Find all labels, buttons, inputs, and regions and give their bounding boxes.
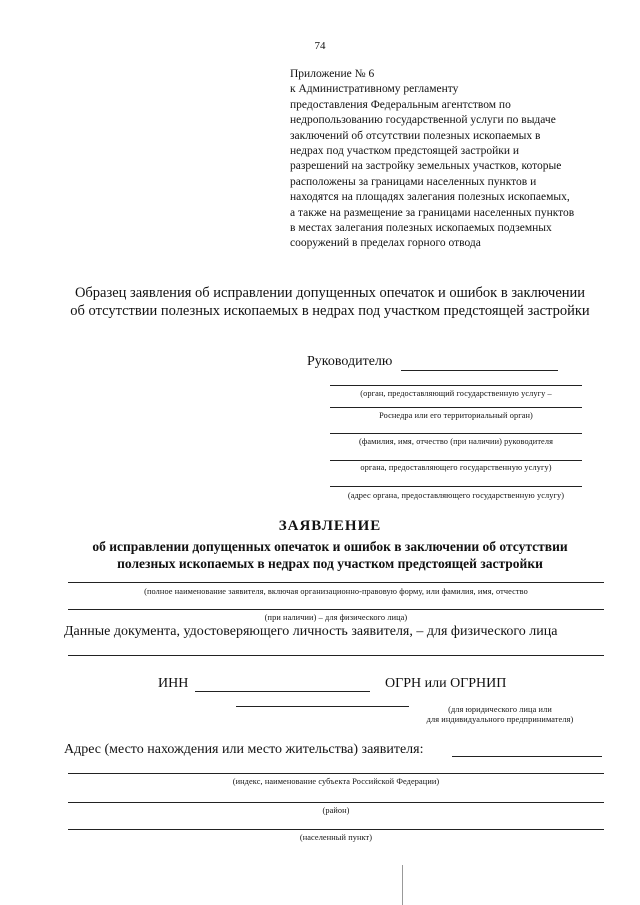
inn-field[interactable] [195, 691, 370, 692]
addressee-field-line[interactable] [330, 407, 582, 408]
statement-subheading [30, 538, 630, 572]
ogrn-label: ОГРН или ОГРНИП [385, 676, 507, 691]
addressee-caption: (орган, предоставляющий государственную услугу – [360, 389, 552, 398]
applicant-name-caption-2: (при наличии) – для физического лица) [264, 613, 408, 622]
appendix-line: к Административному регламенту [290, 83, 459, 96]
appendix-line: недропользованию государственной услуги по выдаче [290, 114, 556, 127]
address-locality-field[interactable] [68, 829, 604, 830]
applicant-name-field-2[interactable] [68, 609, 604, 610]
ogrn-field[interactable] [236, 706, 409, 707]
statement-subheading-line: об исправлении допущенных опечаток и ошибок в заключении об отсутствии [92, 539, 568, 554]
address-region-field[interactable] [68, 773, 604, 774]
addressee-label: Руководителю [307, 354, 393, 369]
appendix-line: разрешений на застройку земельных участков, которые [290, 160, 562, 173]
addressee-field-line[interactable] [330, 433, 582, 434]
addressee-field-line[interactable] [330, 486, 582, 487]
statement-subheading-line: полезных ископаемых в недрах под участком предстоящей застройки [117, 556, 543, 571]
scan-margin-line [402, 865, 403, 905]
appendix-line: предоставления Федеральным агентством по [290, 98, 511, 111]
applicant-name-field[interactable] [68, 582, 604, 583]
addressee-field-line[interactable] [330, 385, 582, 386]
addressee-caption: (адрес органа, предоставляющего государственную услугу) [347, 491, 565, 500]
appendix-line: Приложение № 6 [290, 68, 375, 80]
statement-heading: ЗАЯВЛЕНИЕ [278, 518, 382, 534]
address-locality-caption: (населенный пункт) [299, 833, 373, 842]
appendix-line: сооружений в пределах горного отвода [290, 237, 481, 250]
ogrn-caption: (для юридического лица или [448, 705, 552, 714]
appendix-line: а также на размещение за границами населенных пунктов [290, 206, 575, 219]
addressee-name-field[interactable] [401, 370, 558, 371]
addressee-field-line[interactable] [330, 460, 582, 461]
appendix-line: в местах залегания полезных ископаемых подземных [290, 222, 552, 235]
appendix-line: расположены за границами населенных пунктов и [290, 175, 537, 188]
page-number: 74 [314, 40, 326, 52]
id-document-label: Данные документа, удостоверяющего личность заявителя, – для физического лица [64, 624, 558, 639]
addressee-caption: органа, предоставляющего государственную услугу) [360, 463, 552, 472]
appendix-line: недрах под участком предстоящей застройки и [290, 145, 520, 158]
appendix-line: находятся на площадях залегания полезных ископаемых, [290, 191, 570, 204]
ogrn-caption: для индивидуального предпринимателя) [426, 715, 574, 724]
addressee-caption: (фамилия, имя, отчество (при наличии) руководителя [358, 437, 553, 446]
appendix-header [290, 67, 620, 252]
sample-title [30, 284, 630, 320]
id-document-field[interactable] [68, 655, 604, 656]
sample-title-line: об отсутствии полезных ископаемых в недрах под участком предстоящей застройки [70, 303, 590, 319]
address-field[interactable] [452, 756, 602, 757]
applicant-name-caption: (полное наименование заявителя, включая организационно-правовую форму, или фамилия, имя, отчество [144, 587, 528, 596]
address-district-field[interactable] [68, 802, 604, 803]
address-region-caption: (индекс, наименование субъекта Российской Федерации) [232, 777, 440, 786]
address-label: Адрес (место нахождения или место жительства) заявителя: [64, 742, 424, 757]
address-district-caption: (район) [322, 806, 350, 815]
sample-title-line: Образец заявления об исправлении допущенных опечаток и ошибок в заключении [74, 285, 586, 301]
inn-label: ИНН [158, 676, 189, 691]
addressee-caption: Роснедра или его территориальный орган) [379, 411, 533, 420]
appendix-line: заключений об отсутствии полезных ископаемых в [290, 129, 541, 142]
